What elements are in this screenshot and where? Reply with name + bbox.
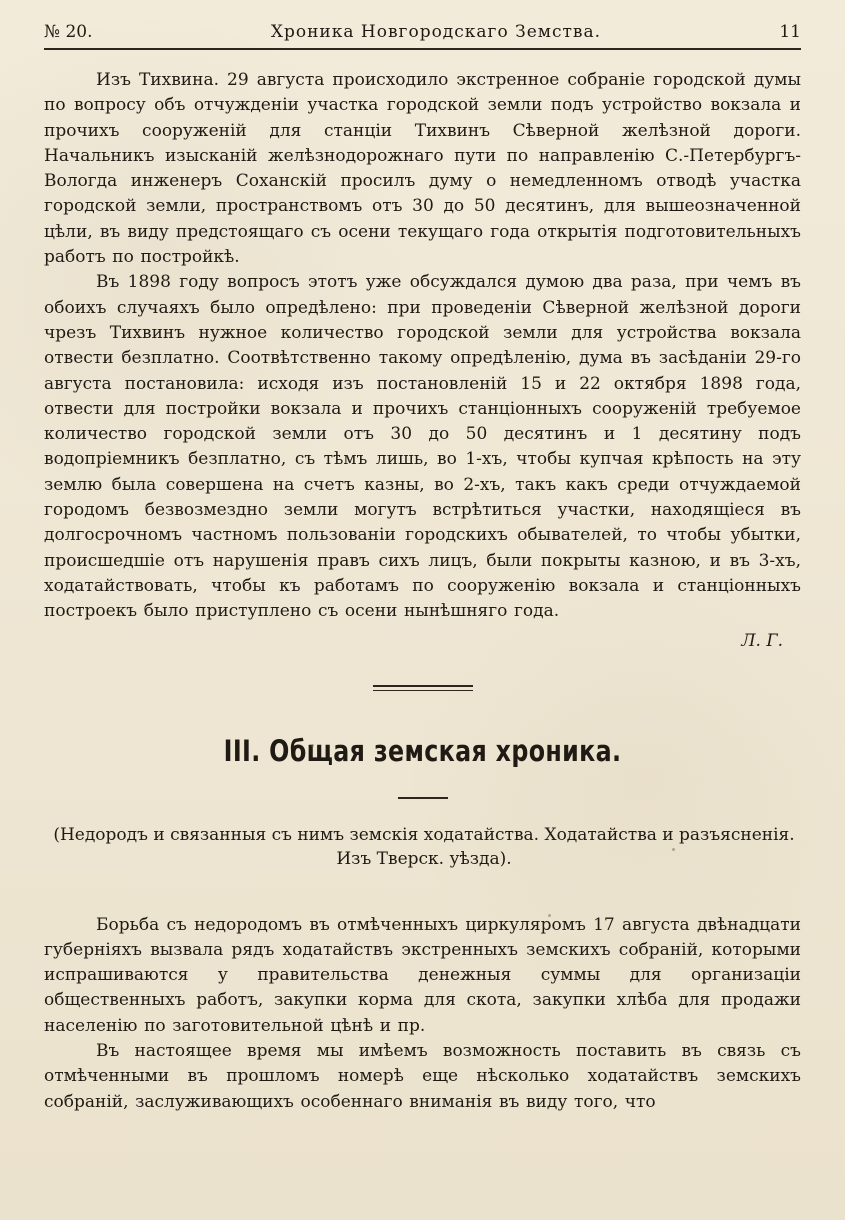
section-paragraph-1: Борьба съ недородомъ въ отмѣченныхъ циркуляромъ 17 августа двѣнадцати губерніяхъ вызвала рядъ ходатайствъ экстренныхъ земскихъ собраній, которыми испрашиваются у правительства денежныя суммы для организаціи общественныхъ работъ, закупки корма для скота, закупки хлѣба для продажи населенію по заготовительной цѣнѣ и пр. bbox=[44, 914, 801, 1036]
article-paragraph-2: Въ 1898 году вопросъ этотъ уже обсуждался думою два раза, при чемъ въ обоихъ случаяхъ было опредѣлено: при проведеніи Сѣверной желѣзной дороги чрезъ Тихвинъ нужное количество городской земли для устройства вокзала отвести безплатно. Соотвѣтственно такому опредѣленію, дума въ засѣданіи 29-го августа постановила: исходя изъ постановленій 15 и 22 октября 1898 года, отвести для постройки вокзала и прочихъ станціонныхъ сооруженій требуемое количество городской земли отъ 30 до 50 десятинъ и 1 десятину подъ водопріемникъ безплатно, съ тѣмъ лишь, во 1-хъ, чтобы купчая крѣпость на эту землю была совершена на счетъ казны, во 2-хъ, такъ какъ среди отчуждаемой городомъ безвозмездно земли могутъ встрѣтиться участки, находящіеся въ долгосрочномъ частномъ пользованіи городскихъ обывателей, то чтобы убытки, происшедшіе отъ нарушенія правъ сихъ лицъ, были покрыты казною, и въ 3-хъ, ходатайствовать, чтобы къ работамъ по сооруженію вокзала и станціонныхъ построекъ было приступлено съ осени нынѣшняго года. bbox=[44, 272, 801, 622]
issue-number: № 20. bbox=[44, 22, 93, 42]
paper-speck bbox=[672, 848, 675, 851]
header-rule bbox=[44, 48, 801, 50]
paper-speck bbox=[548, 914, 551, 917]
article-signature: Л. Г. bbox=[741, 630, 783, 651]
section-title: III. Общая земская хроника. bbox=[223, 733, 622, 768]
section-subtitle: (Недородъ и связанныя съ нимъ земскія ходатайства. Ходатайства и разъясненія. Изъ Тверск. уѣзда). bbox=[53, 824, 795, 869]
section-paragraph-2: Въ настоящее время мы имѣемъ возможность поставить въ связь съ отмѣченными въ прошломъ номерѣ еще нѣсколько ходатайствъ земскихъ собраній, заслуживающихъ особеннаго вниманія въ виду того, что bbox=[44, 1041, 801, 1112]
page-number: 11 bbox=[779, 22, 801, 42]
article-paragraph-1: Изъ Тихвина. 29 августа происходило экстренное собраніе городской думы по вопросу объ отчужденіи участка городской земли подъ устройство вокзала и прочихъ сооруженій для станціи Тихвинъ Сѣверной желѣзной дороги. Начальникъ изысканій желѣзнодорожнаго пути по направленію С.-Петербургъ-Вологда инженеръ Соханскій просилъ думу о немедленномъ отводѣ участка городской земли, пространствомъ отъ 30 до 50 десятинъ, для вышеозначенной цѣли, въ виду предстоящаго съ осени текущаго года открытія подготовительныхъ работъ по постройкѣ. bbox=[44, 70, 801, 268]
page-header bbox=[44, 20, 801, 44]
paper-speck bbox=[311, 744, 314, 747]
section-divider bbox=[373, 685, 473, 691]
title-underline bbox=[398, 797, 448, 799]
journal-title: Хроника Новгородскаго Земства. bbox=[270, 22, 602, 42]
